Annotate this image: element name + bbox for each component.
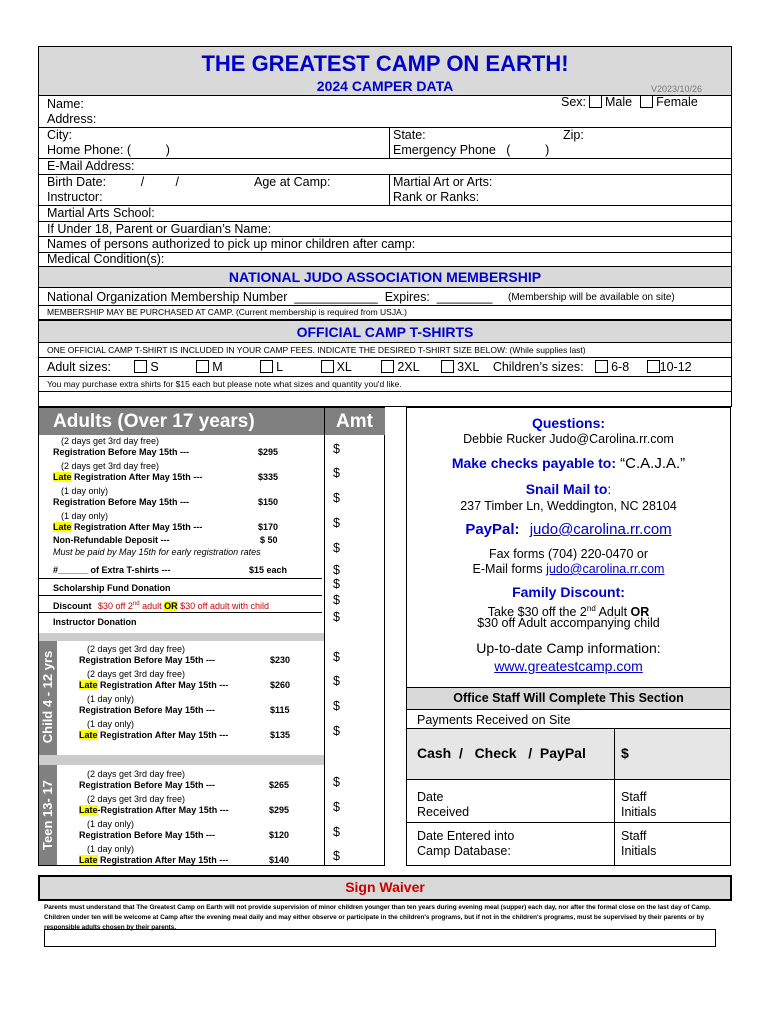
teen-side-label: Teen 13- 17	[40, 780, 55, 850]
amount-field[interactable]: $	[333, 825, 340, 839]
payment-amount-label: $	[621, 745, 629, 761]
amount-field[interactable]: $	[333, 516, 340, 530]
adult-sizes-row: Adult sizes: S M L XL 2XL 3XL Children’s sizes: 6-8 10-12	[47, 360, 692, 374]
late-highlight: Late	[79, 855, 98, 865]
paypal-email-link[interactable]: judo@carolina.rr.com	[529, 521, 672, 538]
fee-price: $230	[270, 655, 291, 665]
fee-price: $150	[258, 497, 279, 507]
amount-field[interactable]: $	[333, 442, 340, 456]
home-phone-label: Home Phone: ( )	[47, 143, 170, 157]
fee-price: $170	[258, 522, 279, 532]
family-discount-line1: Take $30 off the 2nd Adult OR	[487, 604, 650, 620]
medical-label: Medical Condition(s):	[47, 252, 165, 266]
membership-heading: NATIONAL JUDO ASSOCIATION MEMBERSHIP	[228, 269, 542, 285]
fee-note: (2 days get 3rd day free)	[61, 436, 160, 446]
tshirt-heading: OFFICIAL CAMP T-SHIRTS	[296, 324, 474, 340]
email-forms-link[interactable]: judo@carolina.rr.com	[546, 562, 665, 576]
name-label: Name:	[47, 97, 84, 111]
fee-label: Registration Before May 15th ---	[53, 447, 190, 457]
page-title: THE GREATEST CAMP ON EARTH!	[201, 51, 569, 76]
membership-number-label: National Organization Membership Number ____________ Expires: ________	[47, 290, 493, 304]
instructor-donation-label: Instructor Donation	[53, 617, 137, 627]
amount-field[interactable]: $	[333, 650, 340, 664]
fee-label: Registration Before May 15th ---	[79, 780, 216, 790]
martial-art-label: Martial Art or Arts:	[393, 175, 493, 189]
fee-note: (1 day only)	[87, 844, 135, 854]
fee-label: Registration Before May 15th ---	[79, 705, 216, 715]
page-subtitle: 2024 CAMPER DATA	[316, 78, 454, 94]
website-link[interactable]: www.greatestcamp.com	[494, 658, 643, 674]
school-label: Martial Arts School:	[47, 206, 155, 220]
size-3xl-checkbox[interactable]	[441, 360, 454, 373]
fee-note: (1 day only)	[61, 511, 109, 521]
fee-label: Registration Before May 15th ---	[79, 830, 216, 840]
late-highlight: Late	[53, 472, 72, 482]
amount-field[interactable]: $	[333, 724, 340, 738]
fax-line: Fax forms (704) 220-0470 or	[488, 547, 649, 561]
size-10-12-checkbox[interactable]	[647, 360, 660, 373]
female-checkbox[interactable]	[640, 95, 653, 108]
age-at-camp-label: Age at Camp:	[254, 175, 331, 189]
late-highlight: Late	[79, 680, 98, 690]
date-received-label: Date Received	[417, 790, 470, 819]
city-label: City:	[47, 128, 72, 142]
fee-note: (2 days get 3rd day free)	[87, 669, 186, 679]
membership-note: (Membership will be available on site)	[508, 292, 675, 303]
version-label: V2023/10/26	[651, 84, 703, 94]
rank-label: Rank or Ranks:	[393, 190, 480, 204]
fee-note: (2 days get 3rd day free)	[87, 794, 186, 804]
deposit-note: Must be paid by May 15th for early registration rates	[53, 547, 261, 557]
amount-field[interactable]: $	[333, 491, 340, 505]
fee-price: $295	[258, 447, 279, 457]
amount-field[interactable]: $	[333, 674, 340, 688]
amount-field[interactable]: $	[333, 577, 340, 591]
child-side-label: Child 4 - 12 yrs	[40, 650, 55, 744]
amount-field[interactable]: $	[333, 800, 340, 814]
family-discount-heading: Family Discount:	[512, 584, 625, 600]
fee-label: Registration Before May 15th ---	[53, 497, 190, 507]
zip-label: Zip:	[563, 128, 584, 142]
questions-contact: Debbie Rucker Judo@Carolina.rr.com	[463, 432, 674, 446]
uptodate-label: Up-to-date Camp information:	[476, 640, 661, 656]
payment-method-label: Cash / Check / PayPal	[417, 745, 586, 761]
fee-price: $265	[269, 780, 290, 790]
camper-data-section	[38, 46, 732, 267]
waiver-text: Parents must understand that The Greatest Camp on Earth will not provide supervision of minor children younger than ten years during evening meal (supper) each day, nor after the formal close on the last day of Camp. Children under ten will be welcome at Camp after the evening meal daily and may either observe or participate in the children's programs, but if not in the children's programs, must be supervised by their parents or by responsible adults chosen by their parents.	[44, 904, 711, 931]
amount-field[interactable]: $	[333, 849, 340, 863]
paypal-line: PayPal: judo@carolina.rr.com	[465, 521, 672, 538]
late-highlight: Late	[79, 805, 98, 815]
size-2xl-checkbox[interactable]	[381, 360, 394, 373]
discount-row: Discount $30 off 2nd adult OR $30 off adult with child	[53, 601, 270, 611]
fee-price: $335	[258, 472, 279, 482]
extra-shirts-price: $15 each	[249, 565, 288, 575]
emergency-phone-label: Emergency Phone ( )	[393, 143, 550, 157]
scholarship-label: Scholarship Fund Donation	[53, 583, 171, 593]
address-label: Address:	[47, 112, 97, 126]
fee-price: $295	[269, 805, 290, 815]
fee-note: (2 days get 3rd day free)	[61, 461, 160, 471]
email-forms-line: E-Mail forms judo@carolina.rr.com	[472, 562, 665, 576]
late-highlight: Late	[79, 730, 98, 740]
membership-section	[38, 266, 732, 320]
size-6-8-checkbox[interactable]	[595, 360, 608, 373]
fee-label: Registration Before May 15th ---	[79, 655, 216, 665]
payments-received-label: Payments Received on Site	[417, 713, 571, 727]
size-m-checkbox[interactable]	[196, 360, 209, 373]
snail-mail-heading: Snail Mail to:	[525, 481, 612, 497]
fee-note: (2 days get 3rd day free)	[87, 644, 186, 654]
amount-field[interactable]: $	[333, 610, 340, 624]
staff-initials-1-label: Staff Initials	[621, 790, 657, 819]
deposit-price: $ 50	[260, 535, 278, 545]
date-entered-label: Date Entered into Camp Database:	[417, 829, 515, 858]
amount-field[interactable]: $	[333, 699, 340, 713]
amount-field[interactable]: $	[333, 466, 340, 480]
state-label: State:	[393, 128, 426, 142]
questions-heading: Questions:	[531, 415, 606, 431]
email-label: E-Mail Address:	[47, 159, 135, 173]
male-checkbox[interactable]	[589, 95, 602, 108]
amt-heading: Amt	[336, 411, 373, 432]
mailing-address: 237 Timber Ln, Weddington, NC 28104	[460, 499, 677, 513]
tshirt-section	[38, 320, 732, 407]
fee-label: Late-Registration After May 15th ---	[79, 805, 229, 815]
birth-date-label: Birth Date: / /	[47, 175, 179, 189]
fee-price: $260	[270, 680, 291, 690]
contact-section	[406, 407, 731, 866]
instructor-label: Instructor:	[47, 190, 103, 204]
authorized-label: Names of persons authorized to pick up minor children after camp:	[47, 237, 416, 251]
fee-note: (1 day only)	[87, 719, 135, 729]
extra-shirts-label: #______ of Extra T-shirts ---	[53, 565, 171, 575]
size-l-checkbox[interactable]	[260, 360, 273, 373]
fee-label: Late Registration After May 15th ---	[79, 855, 229, 865]
late-highlight: Late	[53, 522, 72, 532]
size-xl-checkbox[interactable]	[321, 360, 334, 373]
tshirt-included-note: ONE OFFICIAL CAMP T-SHIRT IS INCLUDED IN YOUR CAMP FEES. INDICATE THE DESIRED T-SHIRT SIZE BELOW: (While supplies last)	[47, 345, 586, 355]
fee-label: Late Registration After May 15th ---	[79, 730, 229, 740]
waiver-signature-field[interactable]	[44, 929, 716, 947]
guardian-label: If Under 18, Parent or Guardian’s Name:	[47, 222, 272, 236]
fee-price: $140	[269, 855, 290, 865]
amount-field[interactable]: $	[333, 593, 340, 607]
checks-payable: Make checks payable to: “C.A.J.A.”	[451, 455, 686, 472]
fee-label: Late Registration After May 15th ---	[79, 680, 229, 690]
membership-purchase-note: MEMBERSHIP MAY BE PURCHASED AT CAMP. (Current membership is required from USJA.)	[47, 307, 407, 317]
fees-table	[38, 407, 385, 866]
family-discount-line2: $30 off Adult accompanying child	[477, 616, 660, 630]
size-s-checkbox[interactable]	[134, 360, 147, 373]
waiver-heading: Sign Waiver	[345, 879, 425, 895]
fee-note: (1 day only)	[87, 694, 135, 704]
deposit-label: Non-Refundable Deposit ---	[53, 535, 170, 545]
fee-price: $135	[270, 730, 291, 740]
amount-field[interactable]: $	[333, 563, 340, 577]
fee-note: (2 days get 3rd day free)	[87, 769, 186, 779]
staff-initials-2-label: Staff Initials	[621, 829, 657, 858]
extra-shirts-note: You may purchase extra shirts for $15 each but please note what sizes and quantity you'd like.	[47, 379, 402, 389]
fee-note: (1 day only)	[61, 486, 109, 496]
fee-price: $115	[270, 705, 290, 715]
fee-note: (1 day only)	[87, 819, 135, 829]
fee-label: Late Registration After May 15th ---	[53, 472, 203, 482]
adults-heading: Adults (Over 17 years)	[53, 411, 255, 432]
fee-label: Late Registration After May 15th ---	[53, 522, 203, 532]
sex-field: Sex: Male Female	[561, 95, 698, 109]
fee-price: $120	[269, 830, 290, 840]
amount-field[interactable]: $	[333, 775, 340, 789]
office-heading: Office Staff Will Complete This Section	[453, 691, 684, 705]
amount-field[interactable]: $	[333, 541, 340, 555]
